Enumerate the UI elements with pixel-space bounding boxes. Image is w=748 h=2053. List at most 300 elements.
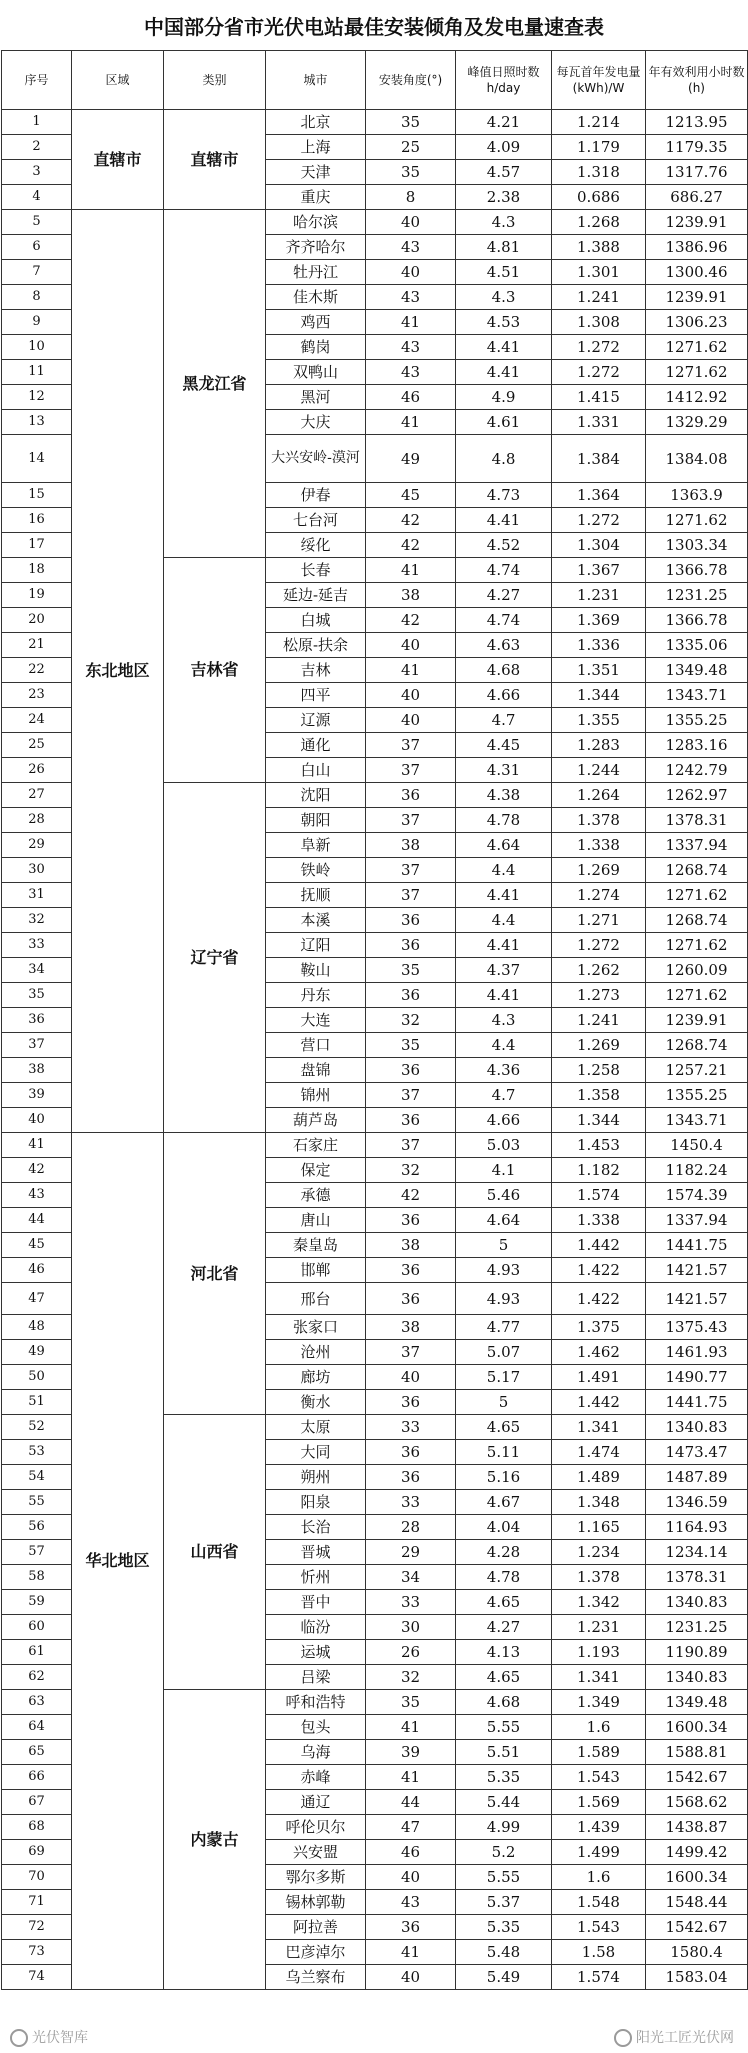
utilization-hours-cell: 1548.44	[646, 1890, 748, 1915]
utilization-hours-cell: 1271.62	[646, 360, 748, 385]
city-cell: 阳泉	[266, 1490, 366, 1515]
row-index-cell: 20	[2, 608, 72, 633]
row-index-cell: 38	[2, 1058, 72, 1083]
category-cell: 吉林省	[164, 558, 266, 783]
row-index-cell: 70	[2, 1865, 72, 1890]
utilization-hours-cell: 1355.25	[646, 708, 748, 733]
peak-hours-cell: 5.44	[456, 1790, 552, 1815]
city-cell: 朔州	[266, 1465, 366, 1490]
utilization-hours-cell: 1386.96	[646, 235, 748, 260]
row-index-cell: 57	[2, 1540, 72, 1565]
city-cell: 营口	[266, 1033, 366, 1058]
angle-cell: 40	[366, 633, 456, 658]
yield-cell: 1.241	[552, 285, 646, 310]
peak-hours-cell: 4.41	[456, 983, 552, 1008]
angle-cell: 25	[366, 135, 456, 160]
peak-hours-cell: 4.52	[456, 533, 552, 558]
peak-hours-cell: 4.7	[456, 708, 552, 733]
utilization-hours-cell: 1340.83	[646, 1415, 748, 1440]
peak-hours-cell: 4.65	[456, 1415, 552, 1440]
utilization-hours-cell: 1542.67	[646, 1765, 748, 1790]
city-cell: 辽阳	[266, 933, 366, 958]
row-index-cell: 5	[2, 210, 72, 235]
row-index-cell: 73	[2, 1940, 72, 1965]
utilization-hours-cell: 1340.83	[646, 1590, 748, 1615]
city-cell: 乌海	[266, 1740, 366, 1765]
peak-hours-cell: 4.99	[456, 1815, 552, 1840]
city-cell: 七台河	[266, 508, 366, 533]
peak-hours-cell: 5.07	[456, 1340, 552, 1365]
peak-hours-cell: 4.04	[456, 1515, 552, 1540]
peak-hours-cell: 4.93	[456, 1258, 552, 1283]
camera-icon	[10, 2029, 28, 2047]
yield-cell: 1.193	[552, 1640, 646, 1665]
yield-cell: 1.569	[552, 1790, 646, 1815]
utilization-hours-cell: 1421.57	[646, 1283, 748, 1315]
row-index-cell: 58	[2, 1565, 72, 1590]
peak-hours-cell: 5.51	[456, 1740, 552, 1765]
row-index-cell: 30	[2, 858, 72, 883]
category-cell: 河北省	[164, 1133, 266, 1415]
utilization-hours-cell: 1363.9	[646, 483, 748, 508]
peak-hours-cell: 4.9	[456, 385, 552, 410]
angle-cell: 35	[366, 1690, 456, 1715]
yield-cell: 1.574	[552, 1183, 646, 1208]
yield-cell: 1.244	[552, 758, 646, 783]
city-cell: 晋城	[266, 1540, 366, 1565]
row-index-cell: 12	[2, 385, 72, 410]
row-index-cell: 46	[2, 1258, 72, 1283]
peak-hours-cell: 4.78	[456, 808, 552, 833]
peak-hours-cell: 4.45	[456, 733, 552, 758]
city-cell: 鸡西	[266, 310, 366, 335]
yield-cell: 1.439	[552, 1815, 646, 1840]
table-body	[2, 110, 748, 1990]
peak-hours-cell: 4.77	[456, 1315, 552, 1340]
row-index-cell: 22	[2, 658, 72, 683]
city-cell: 伊春	[266, 483, 366, 508]
row-index-cell: 19	[2, 583, 72, 608]
row-index-cell: 13	[2, 410, 72, 435]
city-cell: 大庆	[266, 410, 366, 435]
peak-hours-cell: 4.41	[456, 883, 552, 908]
yield-cell: 1.262	[552, 958, 646, 983]
row-index-cell: 41	[2, 1133, 72, 1158]
peak-hours-cell: 4.93	[456, 1283, 552, 1315]
row-index-cell: 74	[2, 1965, 72, 1990]
angle-cell: 35	[366, 160, 456, 185]
yield-cell: 1.358	[552, 1083, 646, 1108]
angle-cell: 36	[366, 1390, 456, 1415]
angle-cell: 37	[366, 858, 456, 883]
angle-cell: 26	[366, 1640, 456, 1665]
watermark-left	[10, 2027, 88, 2047]
angle-cell: 40	[366, 683, 456, 708]
angle-cell: 36	[366, 1283, 456, 1315]
yield-cell: 1.182	[552, 1158, 646, 1183]
row-index-cell: 67	[2, 1790, 72, 1815]
peak-hours-cell: 4.4	[456, 908, 552, 933]
row-index-cell: 61	[2, 1640, 72, 1665]
utilization-hours-cell: 1335.06	[646, 633, 748, 658]
peak-hours-cell: 4.37	[456, 958, 552, 983]
yield-cell: 1.543	[552, 1915, 646, 1940]
angle-cell: 32	[366, 1008, 456, 1033]
peak-hours-cell: 4.31	[456, 758, 552, 783]
yield-cell: 1.341	[552, 1665, 646, 1690]
utilization-hours-cell: 1375.43	[646, 1315, 748, 1340]
row-index-cell: 53	[2, 1440, 72, 1465]
yield-cell: 1.274	[552, 883, 646, 908]
utilization-hours-cell: 1268.74	[646, 908, 748, 933]
page-title: 中国部分省市光伏电站最佳安装倾角及发电量速查表	[144, 14, 604, 39]
utilization-hours-cell: 1450.4	[646, 1133, 748, 1158]
yield-cell: 1.543	[552, 1765, 646, 1790]
peak-hours-cell: 4.4	[456, 858, 552, 883]
angle-cell: 41	[366, 310, 456, 335]
peak-hours-cell: 4.61	[456, 410, 552, 435]
city-cell: 葫芦岛	[266, 1108, 366, 1133]
utilization-hours-cell: 1438.87	[646, 1815, 748, 1840]
row-index-cell: 17	[2, 533, 72, 558]
yield-cell: 1.6	[552, 1715, 646, 1740]
category-cell: 辽宁省	[164, 783, 266, 1133]
angle-cell: 36	[366, 783, 456, 808]
category-cell: 内蒙古	[164, 1690, 266, 1990]
angle-cell: 29	[366, 1540, 456, 1565]
peak-hours-cell: 4.27	[456, 583, 552, 608]
row-index-cell: 11	[2, 360, 72, 385]
angle-cell: 37	[366, 758, 456, 783]
utilization-hours-cell: 1239.91	[646, 210, 748, 235]
utilization-hours-cell: 1346.59	[646, 1490, 748, 1515]
yield-cell: 1.269	[552, 858, 646, 883]
utilization-hours-cell: 1231.25	[646, 583, 748, 608]
angle-cell: 32	[366, 1158, 456, 1183]
angle-cell: 8	[366, 185, 456, 210]
table-row	[2, 110, 748, 135]
yield-cell: 1.318	[552, 160, 646, 185]
city-cell: 白城	[266, 608, 366, 633]
utilization-hours-cell: 1164.93	[646, 1515, 748, 1540]
city-cell: 大兴安岭-漠河	[266, 435, 366, 483]
yield-cell: 1.369	[552, 608, 646, 633]
utilization-hours-cell: 1600.34	[646, 1715, 748, 1740]
peak-hours-cell: 4.66	[456, 683, 552, 708]
city-cell: 吉林	[266, 658, 366, 683]
utilization-hours-cell: 1239.91	[646, 285, 748, 310]
angle-cell: 33	[366, 1590, 456, 1615]
city-cell: 赤峰	[266, 1765, 366, 1790]
utilization-hours-cell: 1580.4	[646, 1940, 748, 1965]
angle-cell: 38	[366, 1315, 456, 1340]
category-cell: 直辖市	[164, 110, 266, 210]
peak-hours-cell: 4.09	[456, 135, 552, 160]
city-cell: 晋中	[266, 1590, 366, 1615]
yield-cell: 1.272	[552, 335, 646, 360]
row-index-cell: 51	[2, 1390, 72, 1415]
city-cell: 天津	[266, 160, 366, 185]
peak-hours-cell: 4.57	[456, 160, 552, 185]
angle-cell: 36	[366, 1208, 456, 1233]
row-index-cell: 35	[2, 983, 72, 1008]
angle-cell: 40	[366, 260, 456, 285]
city-cell: 呼伦贝尔	[266, 1815, 366, 1840]
table-row	[2, 210, 748, 235]
city-cell: 鄂尔多斯	[266, 1865, 366, 1890]
city-cell: 石家庄	[266, 1133, 366, 1158]
angle-cell: 43	[366, 1890, 456, 1915]
yield-cell: 1.273	[552, 983, 646, 1008]
utilization-hours-cell: 1306.23	[646, 310, 748, 335]
city-cell: 牡丹江	[266, 260, 366, 285]
yield-cell: 1.489	[552, 1465, 646, 1490]
row-index-cell: 62	[2, 1665, 72, 1690]
angle-cell: 41	[366, 1940, 456, 1965]
city-cell: 佳木斯	[266, 285, 366, 310]
angle-cell: 32	[366, 1665, 456, 1690]
peak-hours-cell: 5	[456, 1233, 552, 1258]
row-index-cell: 64	[2, 1715, 72, 1740]
peak-hours-cell: 5.17	[456, 1365, 552, 1390]
peak-hours-cell: 4.65	[456, 1590, 552, 1615]
row-index-cell: 16	[2, 508, 72, 533]
row-index-cell: 2	[2, 135, 72, 160]
yield-cell: 1.388	[552, 235, 646, 260]
row-index-cell: 33	[2, 933, 72, 958]
angle-cell: 41	[366, 1715, 456, 1740]
angle-cell: 37	[366, 733, 456, 758]
row-index-cell: 25	[2, 733, 72, 758]
city-cell: 本溪	[266, 908, 366, 933]
angle-cell: 38	[366, 833, 456, 858]
city-cell: 衡水	[266, 1390, 366, 1415]
yield-cell: 1.341	[552, 1415, 646, 1440]
city-cell: 邯郸	[266, 1258, 366, 1283]
angle-cell: 40	[366, 1965, 456, 1990]
watermark-left-text: 光伏智库	[32, 2030, 88, 2046]
utilization-hours-cell: 1271.62	[646, 983, 748, 1008]
utilization-hours-cell: 1317.76	[646, 160, 748, 185]
city-cell: 延边-延吉	[266, 583, 366, 608]
yield-cell: 1.474	[552, 1440, 646, 1465]
utilization-hours-cell: 1268.74	[646, 1033, 748, 1058]
city-cell: 沧州	[266, 1340, 366, 1365]
yield-cell: 1.331	[552, 410, 646, 435]
yield-cell: 1.378	[552, 808, 646, 833]
row-index-cell: 4	[2, 185, 72, 210]
city-cell: 呼和浩特	[266, 1690, 366, 1715]
angle-cell: 36	[366, 1108, 456, 1133]
yield-cell: 1.258	[552, 1058, 646, 1083]
yield-cell: 1.58	[552, 1940, 646, 1965]
yield-cell: 1.351	[552, 658, 646, 683]
row-index-cell: 21	[2, 633, 72, 658]
peak-hours-cell: 4.74	[456, 558, 552, 583]
peak-hours-cell: 4.41	[456, 508, 552, 533]
angle-cell: 30	[366, 1615, 456, 1640]
city-cell: 哈尔滨	[266, 210, 366, 235]
angle-cell: 33	[366, 1415, 456, 1440]
yield-cell: 1.499	[552, 1840, 646, 1865]
angle-cell: 41	[366, 410, 456, 435]
header-cell: 安装角度(°)	[366, 51, 456, 110]
angle-cell: 43	[366, 360, 456, 385]
row-index-cell: 39	[2, 1083, 72, 1108]
angle-cell: 45	[366, 483, 456, 508]
city-cell: 重庆	[266, 185, 366, 210]
peak-hours-cell: 5.03	[456, 1133, 552, 1158]
row-index-cell: 69	[2, 1840, 72, 1865]
peak-hours-cell: 4.64	[456, 1208, 552, 1233]
category-cell: 黑龙江省	[164, 210, 266, 558]
utilization-hours-cell: 1441.75	[646, 1233, 748, 1258]
peak-hours-cell: 4.74	[456, 608, 552, 633]
peak-hours-cell: 5.2	[456, 1840, 552, 1865]
yield-cell: 1.272	[552, 360, 646, 385]
city-cell: 铁岭	[266, 858, 366, 883]
angle-cell: 44	[366, 1790, 456, 1815]
row-index-cell: 36	[2, 1008, 72, 1033]
row-index-cell: 9	[2, 310, 72, 335]
angle-cell: 34	[366, 1565, 456, 1590]
city-cell: 抚顺	[266, 883, 366, 908]
peak-hours-cell: 2.38	[456, 185, 552, 210]
region-cell: 华北地区	[72, 1133, 164, 1990]
row-index-cell: 7	[2, 260, 72, 285]
yield-cell: 1.283	[552, 733, 646, 758]
utilization-hours-cell: 1271.62	[646, 335, 748, 360]
row-index-cell: 50	[2, 1365, 72, 1390]
peak-hours-cell: 5.35	[456, 1915, 552, 1940]
yield-cell: 1.338	[552, 833, 646, 858]
city-cell: 沈阳	[266, 783, 366, 808]
utilization-hours-cell: 1461.93	[646, 1340, 748, 1365]
yield-cell: 1.231	[552, 1615, 646, 1640]
yield-cell: 1.304	[552, 533, 646, 558]
peak-hours-cell: 4.64	[456, 833, 552, 858]
utilization-hours-cell: 1239.91	[646, 1008, 748, 1033]
yield-cell: 1.241	[552, 1008, 646, 1033]
row-index-cell: 45	[2, 1233, 72, 1258]
yield-cell: 1.231	[552, 583, 646, 608]
peak-hours-cell: 5.49	[456, 1965, 552, 1990]
utilization-hours-cell: 1268.74	[646, 858, 748, 883]
header-cell: 峰值日照时数h/day	[456, 51, 552, 110]
row-index-cell: 43	[2, 1183, 72, 1208]
peak-hours-cell: 5.55	[456, 1865, 552, 1890]
utilization-hours-cell: 1257.21	[646, 1058, 748, 1083]
row-index-cell: 68	[2, 1815, 72, 1840]
yield-cell: 1.342	[552, 1590, 646, 1615]
utilization-hours-cell: 1355.25	[646, 1083, 748, 1108]
peak-hours-cell: 4.8	[456, 435, 552, 483]
peak-hours-cell: 4.3	[456, 210, 552, 235]
utilization-hours-cell: 1421.57	[646, 1258, 748, 1283]
yield-cell: 1.491	[552, 1365, 646, 1390]
utilization-hours-cell: 1234.14	[646, 1540, 748, 1565]
angle-cell: 36	[366, 1465, 456, 1490]
header-cell: 类别	[164, 51, 266, 110]
city-cell: 丹东	[266, 983, 366, 1008]
peak-hours-cell: 4.38	[456, 783, 552, 808]
city-cell: 张家口	[266, 1315, 366, 1340]
angle-cell: 46	[366, 1840, 456, 1865]
row-index-cell: 23	[2, 683, 72, 708]
yield-cell: 1.422	[552, 1283, 646, 1315]
utilization-hours-cell: 1329.29	[646, 410, 748, 435]
utilization-hours-cell: 1490.77	[646, 1365, 748, 1390]
city-cell: 双鸭山	[266, 360, 366, 385]
utilization-hours-cell: 1242.79	[646, 758, 748, 783]
row-index-cell: 27	[2, 783, 72, 808]
utilization-hours-cell: 1271.62	[646, 883, 748, 908]
city-cell: 北京	[266, 110, 366, 135]
yield-cell: 1.442	[552, 1233, 646, 1258]
row-index-cell: 47	[2, 1283, 72, 1315]
angle-cell: 40	[366, 1865, 456, 1890]
angle-cell: 47	[366, 1815, 456, 1840]
angle-cell: 33	[366, 1490, 456, 1515]
angle-cell: 36	[366, 908, 456, 933]
row-index-cell: 52	[2, 1415, 72, 1440]
city-cell: 长春	[266, 558, 366, 583]
utilization-hours-cell: 1213.95	[646, 110, 748, 135]
city-cell: 忻州	[266, 1565, 366, 1590]
city-cell: 承德	[266, 1183, 366, 1208]
city-cell: 阿拉善	[266, 1915, 366, 1940]
angle-cell: 35	[366, 110, 456, 135]
angle-cell: 36	[366, 1915, 456, 1940]
region-cell: 东北地区	[72, 210, 164, 1133]
peak-hours-cell: 4.65	[456, 1665, 552, 1690]
yield-cell: 1.301	[552, 260, 646, 285]
peak-hours-cell: 5.11	[456, 1440, 552, 1465]
city-cell: 上海	[266, 135, 366, 160]
city-cell: 锡林郭勒	[266, 1890, 366, 1915]
city-cell: 白山	[266, 758, 366, 783]
utilization-hours-cell: 1260.09	[646, 958, 748, 983]
row-index-cell: 65	[2, 1740, 72, 1765]
utilization-hours-cell: 1441.75	[646, 1390, 748, 1415]
utilization-hours-cell: 1271.62	[646, 933, 748, 958]
row-index-cell: 49	[2, 1340, 72, 1365]
peak-hours-cell: 5.35	[456, 1765, 552, 1790]
utilization-hours-cell: 1271.62	[646, 508, 748, 533]
city-cell: 鹤岗	[266, 335, 366, 360]
peak-hours-cell: 4.4	[456, 1033, 552, 1058]
row-index-cell: 66	[2, 1765, 72, 1790]
yield-cell: 1.214	[552, 110, 646, 135]
utilization-hours-cell: 1378.31	[646, 1565, 748, 1590]
city-cell: 松原-扶余	[266, 633, 366, 658]
header-cell: 每瓦首年发电量(kWh)/W	[552, 51, 646, 110]
angle-cell: 43	[366, 285, 456, 310]
row-index-cell: 56	[2, 1515, 72, 1540]
utilization-hours-cell: 1412.92	[646, 385, 748, 410]
peak-hours-cell: 4.63	[456, 633, 552, 658]
data-table	[1, 50, 748, 1990]
angle-cell: 36	[366, 1440, 456, 1465]
chat-icon	[614, 2029, 632, 2047]
row-index-cell: 10	[2, 335, 72, 360]
row-index-cell: 40	[2, 1108, 72, 1133]
yield-cell: 1.375	[552, 1315, 646, 1340]
header-cell: 区域	[72, 51, 164, 110]
yield-cell: 1.589	[552, 1740, 646, 1765]
city-cell: 秦皇岛	[266, 1233, 366, 1258]
city-cell: 太原	[266, 1415, 366, 1440]
